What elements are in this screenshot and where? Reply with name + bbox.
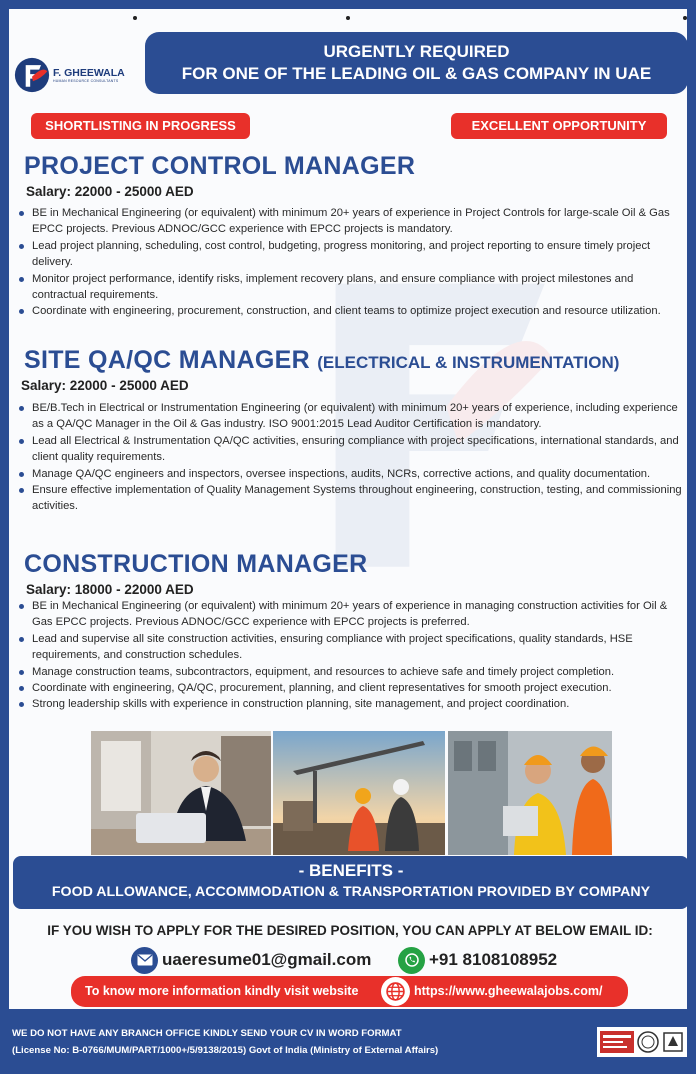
- requirement-item: BE in Mechanical Engineering (or equivalent) with minimum 20+ years of experience in Project Controls for large-scale Oil & Gas EPCC projects. Previous ADNOC/GCC experience with EPCC projects is mandatory.: [17, 205, 689, 238]
- requirement-item: Lead and supervise all site construction activities, ensuring compliance with project specifications, quality standards, HSE requirements, and construction schedules.: [17, 631, 689, 664]
- website-banner[interactable]: [71, 976, 628, 1007]
- requirement-item: Lead all Electrical & Instrumentation QA/QC activities, ensuring compliance with project specifications, international standards, and client quality requirements.: [17, 433, 689, 466]
- job-title-construction: CONSTRUCTION MANAGER: [24, 550, 368, 578]
- pin-dot: [133, 16, 137, 20]
- job-title-qaqc-subtitle: (ELECTRICAL & INSTRUMENTATION): [317, 353, 620, 372]
- benefits-text: FOOD ALLOWANCE, ACCOMMODATION & TRANSPORTATION PROVIDED BY COMPANY: [51, 884, 651, 900]
- mail-icon: [131, 947, 158, 974]
- company-logo: [14, 57, 125, 93]
- benefits-title: - BENEFITS -: [298, 861, 404, 880]
- requirement-item: Lead project planning, scheduling, cost control, budgeting, progress monitoring, and project reporting to ensure timely project delivery.: [17, 238, 689, 271]
- email-address[interactable]: uaeresume01@gmail.com: [162, 950, 372, 969]
- requirement-item: Coordinate with engineering, QA/QC, procurement, planning, and client representatives for smooth project execution.: [17, 680, 689, 696]
- footer-line-1: WE DO NOT HAVE ANY BRANCH OFFICE KINDLY SEND YOUR CV IN WORD FORMAT: [12, 1028, 402, 1039]
- email-contact[interactable]: [131, 945, 371, 975]
- headline-banner: [145, 32, 688, 94]
- pin-dot: [683, 16, 687, 20]
- requirement-item: Manage QA/QC engineers and inspectors, oversee inspections, audits, NCRs, corrective actions, and quality documentation.: [17, 466, 689, 482]
- phone-number[interactable]: +91 8108108952: [429, 950, 558, 969]
- job-title-qaqc: [24, 346, 619, 375]
- requirement-item: Manage construction teams, subcontractors, equipment, and resources to achieve safe and timely project completion.: [17, 664, 689, 680]
- headline-line-2: FOR ONE OF THE LEADING OIL & GAS COMPANY IN UAE: [181, 64, 652, 83]
- shortlisting-badge: SHORTLISTING IN PROGRESS: [31, 113, 250, 139]
- requirement-item: Strong leadership skills with experience in construction planning, site management, and project coordination.: [17, 696, 689, 712]
- job-requirements-construction: [17, 598, 689, 713]
- benefits-banner: [13, 856, 689, 909]
- photo-construction-site: [273, 731, 445, 855]
- company-tagline: HUMAN RESOURCE CONSULTANTS: [53, 79, 119, 83]
- footer: [12, 1025, 438, 1059]
- headline-line-1: URGENTLY REQUIRED: [323, 42, 510, 61]
- opportunity-badge: EXCELLENT OPPORTUNITY: [451, 113, 667, 139]
- job-title-qaqc-main: SITE QA/QC MANAGER: [24, 346, 310, 374]
- company-name: F. GHEEWALA: [53, 67, 125, 79]
- certificate-badge-icon: [600, 1031, 634, 1053]
- job-salary-construction: Salary: 18000 - 22000 AED: [26, 582, 194, 597]
- photo-engineers: [448, 731, 612, 855]
- footer-line-2: (License No: B-0766/MUM/PART/1000+/5/9138/2015) Govt of India (Ministry of External Affairs): [12, 1045, 439, 1056]
- globe-icon: [381, 977, 410, 1006]
- requirement-item: BE in Mechanical Engineering (or equivalent) with minimum 20+ years of experience in managing construction activities for Oil & Gas EPCC projects. Previous ADNOC/GCC experience with EPCC projects is preferred.: [17, 598, 689, 631]
- job-title-project-control: PROJECT CONTROL MANAGER: [24, 152, 416, 180]
- whatsapp-icon: [398, 947, 425, 974]
- requirement-item: Ensure effective implementation of Quality Management Systems throughout engineering, construction, testing, and commissioning activities.: [17, 482, 689, 515]
- whatsapp-contact[interactable]: [398, 945, 557, 975]
- gheewala-logo-icon: [14, 57, 50, 93]
- job-requirements-project-control: [17, 205, 689, 320]
- requirement-item: BE/B.Tech in Electrical or Instrumentation Engineering (or equivalent) with minimum 20+ years of experience, including experience as a QA/QC Manager in the Oil & Gas industry. ISO 9001:2015 Lead Auditor Certification is mandatory.: [17, 400, 689, 433]
- photo-office-manager: [91, 731, 271, 855]
- website-link[interactable]: https://www.gheewalajobs.com/: [414, 984, 603, 998]
- poster: [7, 7, 689, 1011]
- pin-dot: [346, 16, 350, 20]
- certification-badges: [597, 1027, 687, 1057]
- requirement-item: Monitor project performance, identify risks, implement recovery plans, and ensure compliance with project milestones and contractual requirements.: [17, 271, 689, 304]
- visit-website-text: To know more information kindly visit website: [85, 984, 359, 998]
- apply-instructions: IF YOU WISH TO APPLY FOR THE DESIRED POSITION, YOU CAN APPLY AT BELOW EMAIL ID:: [47, 923, 653, 938]
- iso-seal-icon: [637, 1031, 659, 1053]
- job-requirements-qaqc: [17, 400, 689, 515]
- requirement-item: Coordinate with engineering, procurement, construction, and client teams to optimize project execution and resource utilization.: [17, 303, 689, 319]
- job-salary-project-control: Salary: 22000 - 25000 AED: [26, 184, 194, 199]
- accreditation-icon: [662, 1031, 684, 1053]
- job-salary-qaqc: Salary: 22000 - 25000 AED: [21, 378, 189, 393]
